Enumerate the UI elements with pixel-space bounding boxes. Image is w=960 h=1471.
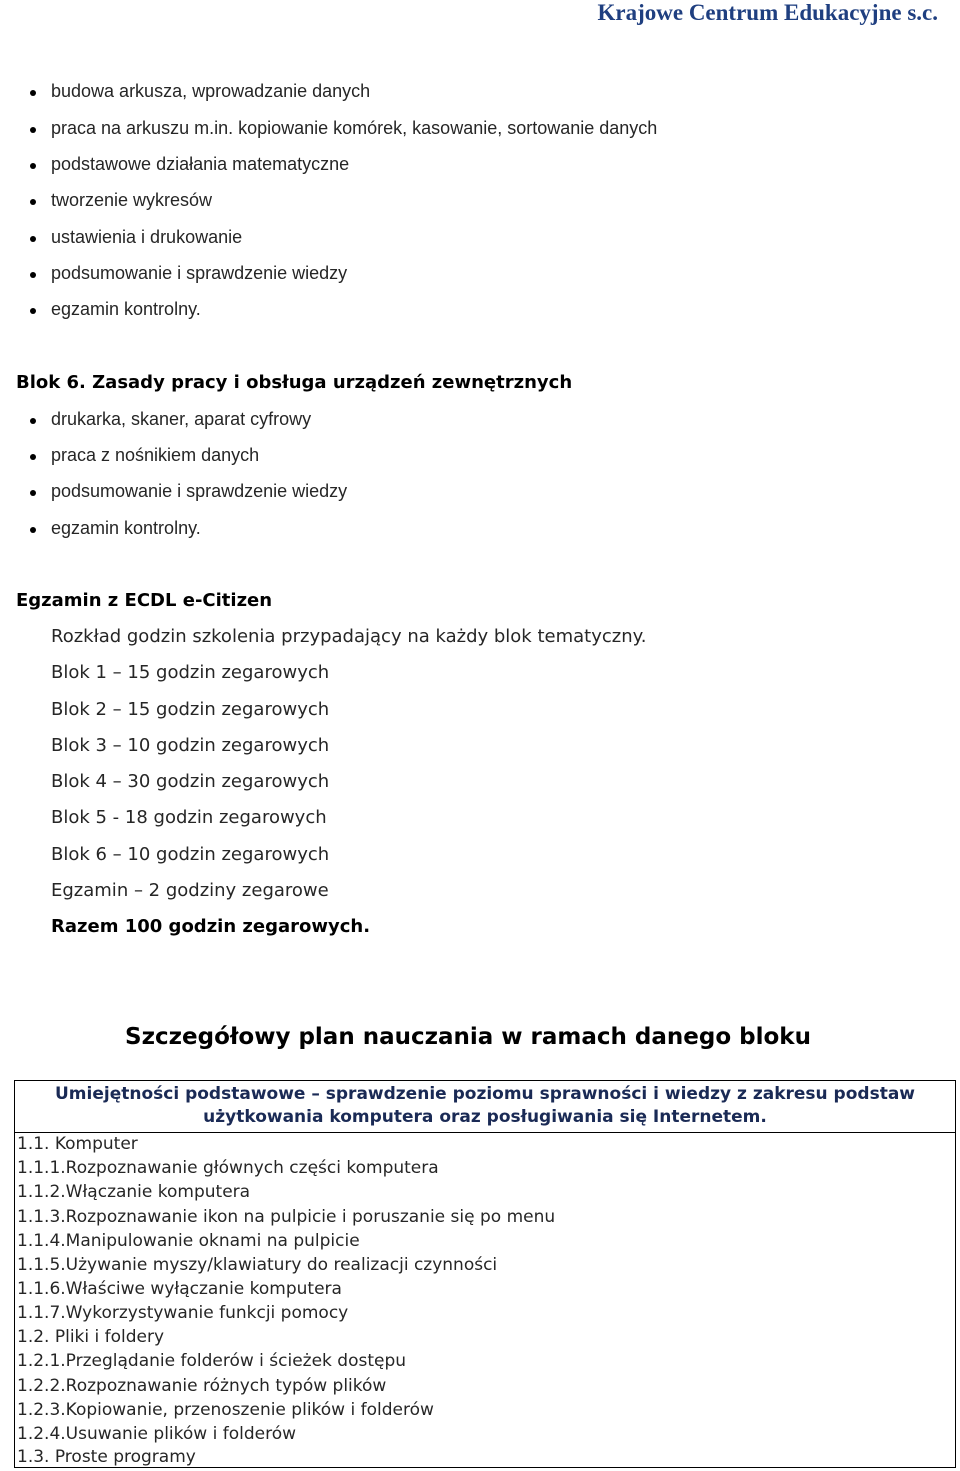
list-item: tworzenie wykresów xyxy=(51,190,213,210)
list-item: praca na arkuszu m.in. kopiowanie komórek, kasowanie, sortowanie danych xyxy=(51,118,658,138)
table-row: 1.2.3.Kopiowanie, przenoszenie plików i folderów xyxy=(17,1400,434,1420)
table-row: 1.2.1.Przeglądanie folderów i ścieżek dostępu xyxy=(17,1351,407,1371)
table-row: 1.2.4.Usuwanie plików i folderów xyxy=(17,1424,297,1444)
table-row: 1.1.6.Właściwe wyłączanie komputera xyxy=(17,1279,342,1299)
table-row: 1.1.4.Manipulowanie oknami na pulpicie xyxy=(17,1231,360,1251)
plan-header-line: Umiejętności podstawowe – sprawdzenie poziomu sprawności i wiedzy z zakresu podstaw xyxy=(55,1084,915,1104)
table-row: 1.1.3.Rozpoznawanie ikon na pulpicie i poruszanie się po menu xyxy=(17,1207,556,1227)
list-item: egzamin kontrolny. xyxy=(51,299,201,319)
table-row: 1.1.1.Rozpoznawanie głównych części komputera xyxy=(17,1158,439,1178)
table-row: 1.1.7.Wykorzystywanie funkcji pomocy xyxy=(17,1303,349,1323)
table-row: 1.3. Proste programy xyxy=(17,1447,196,1467)
list-item: ustawienia i drukowanie xyxy=(51,227,243,247)
list-item: praca z nośnikiem danych xyxy=(51,445,260,465)
schedule-item: Blok 2 – 15 godzin zegarowych xyxy=(51,699,330,720)
page-header: Krajowe Centrum Edukacyjne s.c. xyxy=(597,0,938,25)
table-row: 1.1. Komputer xyxy=(17,1134,138,1154)
schedule-item: Egzamin – 2 godziny zegarowe xyxy=(51,880,329,901)
schedule-item: Blok 6 – 10 godzin zegarowych xyxy=(51,844,330,865)
table-row: 1.1.5.Używanie myszy/klawiatury do realizacji czynności xyxy=(17,1255,498,1275)
list-item: drukarka, skaner, aparat cyfrowy xyxy=(51,409,312,429)
schedule-total: Razem 100 godzin zegarowych. xyxy=(51,916,371,937)
list-item: podstawowe działania matematyczne xyxy=(51,154,350,174)
plan-table xyxy=(14,1080,956,1468)
schedule-item: Blok 1 – 15 godzin zegarowych xyxy=(51,662,330,683)
table-row: 1.1.2.Włączanie komputera xyxy=(17,1182,251,1202)
exam-intro: Rozkład godzin szkolenia przypadający na każdy blok tematyczny. xyxy=(51,626,647,647)
plan-table-header xyxy=(15,1081,955,1133)
exam-title: Egzamin z ECDL e-Citizen xyxy=(16,590,273,611)
plan-title: Szczegółowy plan nauczania w ramach danego bloku xyxy=(125,1024,811,1050)
list-item: podsumowanie i sprawdzenie wiedzy xyxy=(51,481,348,501)
block6-title: Blok 6. Zasady pracy i obsługa urządzeń zewnętrznych xyxy=(16,372,573,393)
list-item: budowa arkusza, wprowadzanie danych xyxy=(51,81,371,101)
plan-header-line: użytkowania komputera oraz posługiwania się Internetem. xyxy=(203,1107,767,1127)
schedule-item: Blok 3 – 10 godzin zegarowych xyxy=(51,735,330,756)
schedule-item: Blok 5 - 18 godzin zegarowych xyxy=(51,807,327,828)
schedule-item: Blok 4 – 30 godzin zegarowych xyxy=(51,771,330,792)
table-row: 1.2.2.Rozpoznawanie różnych typów plików xyxy=(17,1376,387,1396)
list-item: podsumowanie i sprawdzenie wiedzy xyxy=(51,263,348,283)
list-item: egzamin kontrolny. xyxy=(51,518,201,538)
table-row: 1.2. Pliki i foldery xyxy=(17,1327,165,1347)
